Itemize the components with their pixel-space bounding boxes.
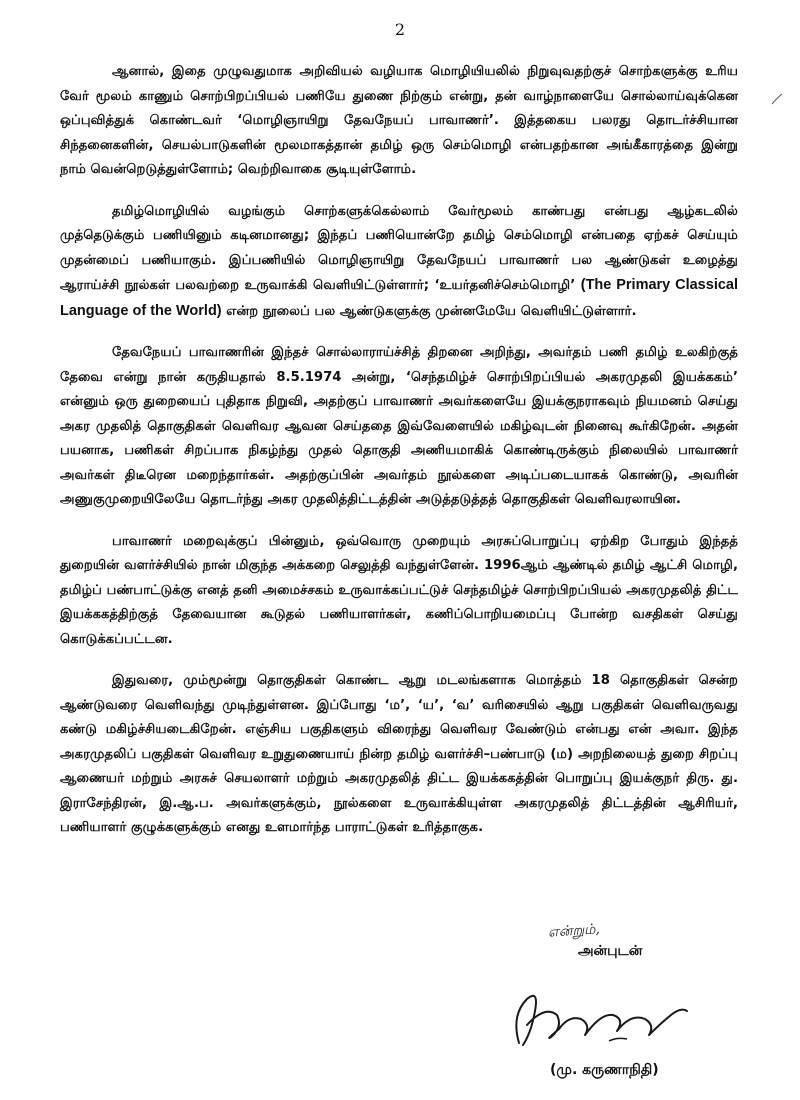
paragraph-3: தேவநேயப் பாவாணரின் இந்தச் சொல்லாராய்ச்சித் திறனை அறிந்து, அவர்தம் பணி தமிழ் உலகிற்குத் தேவை என்று நான் கருதியதால் 8.5.1974 அன்று, ‘செந்தமிழ்ச் சொற்பிறப்பியல் அகரமுதலி இயக்ககம்’ என்னும் ஒரு துறையைப் புதிதாக நிறுவி, அதற்குப் பாவாணர் அவர்களையே இயக்குநராகவும் நியமனம் செய்து அகர முதலித் தொகுதிகள் வெளிவர ஆவன செய்ததை இவ்வேளையில் மகிழ்வுடன் நினைவு கூர்கிறேன். அதன் பயனாக, பணிகள் சிறப்பாக நிகழ்ந்து முதல் தொகுதி அணியமாகிக் கொண்டிருக்கும் நிலையில் பாவாணர் அவர்கள் திடீரென மறைந்தார்கள். அதற்குப்பின் அவர்தம் நூல்களை அடிப்படையாகக் கொண்டு, அவரின் அணுகுமுறையிலேயே தொடர்ந்து அகர முதலித்திட்டத்தின் அடுத்தடுத்தத் தொகுதிகள் வெளிவரலாயின. — [60, 345, 738, 507]
paragraph-2 — [60, 200, 738, 325]
book-title-english: (The Primary Classical Language of the World) — [60, 277, 738, 319]
paragraph-2-tail: என்ற நூலைப் பல ஆண்டுகளுக்கு முன்னமேயே வெளியிட்டுள்ளார். — [221, 303, 637, 319]
letter-body — [60, 60, 738, 858]
paragraph-2-text: தமிழ்மொழியில் வழங்கும் சொற்களுக்கெல்லாம் வேர்மூலம் காண்பது என்பது ஆழ்கடலில் முத்தெடுக்கும் பணியினும் கடினமானது; இந்தப் பணியொன்றே தமிழ் செம்மொழி என்பதை ஏற்கச் செய்யும் முதன்மைப் பணியாகும். இப்பணியில் மொழிஞாயிறு தேவநேயப் பாவாணர் பல ஆண்டுகள் உழைத்து ஆராய்ச்சி நூல்கள் பலவற்றை உருவாக்கி வெளியிட்டுள்ளார்; ‘உயர்தனிச்செம்மொழி’ — [60, 203, 738, 293]
margin-pen-mark — [770, 92, 784, 106]
handwritten-signature — [505, 985, 695, 1055]
paragraph-5: இதுவரை, மும்மூன்று தொகுதிகள் கொண்ட ஆறு மடலங்களாக மொத்தம் 18 தொகுதிகள் சென்ற ஆண்டுவரை வெளிவந்து முடிந்துள்ளன. இப்போது ‘ம’, ‘ய’, ‘வ’ வரிசையில் ஆறு பகுதிகள் வெளிவருவது கண்டு மகிழ்ச்சியடைகிறேன். எஞ்சிய பகுதிகளும் விரைந்து வெளிவர வேண்டும் என்பது என் அவா. இந்த அகரமுதலிப் பகுதிகள் வெளிவர உறுதுணையாய் நின்ற தமிழ் வளர்ச்சி–பண்பாடு (ம) அறநிலையத் துறை சிறப்பு ஆணையர் மற்றும் அரசுச் செயலாளர் மற்றும் அகரமுதலித் திட்ட இயக்ககத்தின் பொறுப்பு இயக்குநர் திரு. து. இராசேந்திரன், இ.ஆ.ப. அவர்களுக்கும், நூல்களை உருவாக்கியுள்ள அகரமுதலித் திட்டத்தின் ஆசிரியர், பணியாளர் குழுக்களுக்கும் எனது உளமார்ந்த பாராட்டுகள் உரித்தாகுக. — [60, 673, 738, 835]
handwritten-note: என்றும், — [547, 921, 601, 941]
paragraph-4: பாவாணர் மறைவுக்குப் பின்னும், ஒவ்வொரு முறையும் அரசுப்பொறுப்பு ஏற்கிற போதும் இந்தத் துறையின் வளர்ச்சியில் நான் மிகுந்த அக்கறை செலுத்தி வந்துள்ளேன். 1996ஆம் ஆண்டில் தமிழ் ஆட்சி மொழி, தமிழ்ப் பண்பாட்டுக்கு எனத் தனி அமைச்சகம் உருவாக்கப்பட்டுச் செந்தமிழ்ச் சொற்பிறப்பியல் அகரமுதலித் திட்ட இயக்ககத்திற்குத் தேவையான கூடுதல் பணியாளர்கள், கணிப்பொறியமைப்பு போன்ற வசதிகள் செய்து கொடுக்கப்பட்டன. — [60, 533, 738, 647]
salutation: அன்புடன் — [578, 943, 643, 959]
signer-name: (மு. கருணாநிதி) — [550, 1062, 659, 1078]
paragraph-1: ஆனால், இதை முழுவதுமாக அறிவியல் வழியாக மொழியியலில் நிறுவுவதற்குச் சொற்களுக்கு உரிய வேர் மூலம் காணும் சொற்பிறப்பியல் பணியே துணை நிற்கும் என்று, தன் வாழ்நாளையே சொல்லாய்வுக்கென ஒப்புவித்துக் கொண்டவர் ‘மொழிஞாயிறு தேவநேயப் பாவாணர்’. இத்தகைய பலரது தொடர்ச்சியான சிந்தனைகளின், செயல்பாடுகளின் மூலமாகத்தான் தமிழ் ஒரு செம்மொழி என்பதற்கான அங்கீகாரத்தை இன்று நாம் வென்றெடுத்துள்ளோம்; வெற்றிவாகை சூடியுள்ளோம். — [60, 64, 738, 177]
page-number: 2 — [394, 20, 406, 39]
